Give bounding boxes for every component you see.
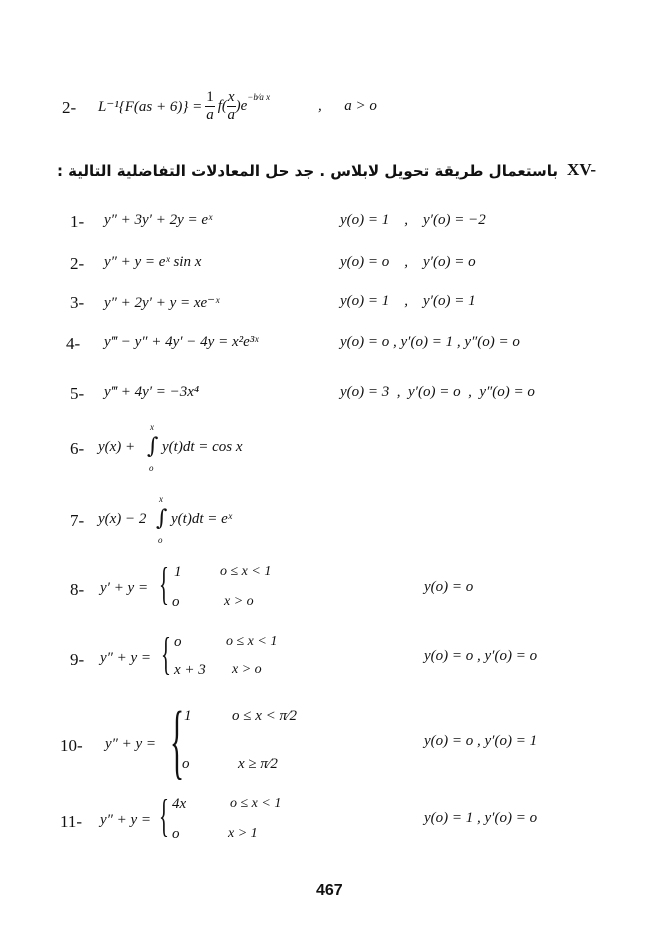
integral-symbol: ∫ (156, 506, 168, 531)
exponent: −b⁄a x (247, 92, 271, 102)
integral-sign (155, 494, 169, 548)
initial-conditions: y(o) = o , y′(o) = 1 (424, 733, 538, 749)
problem-number: 7- (70, 511, 85, 530)
problem-equation: y″ + 2y′ + y = xe⁻ˣ (104, 295, 220, 311)
header-problem-condition: , a > o (318, 98, 377, 114)
section-roman-numeral: XV- (567, 160, 596, 179)
case-domain: o ≤ x < 1 (230, 796, 282, 811)
piecewise-lhs: y″ + y = (105, 736, 157, 752)
problem-equation: y″ + 3y′ + 2y = eˣ (104, 212, 213, 228)
case-value: o (172, 594, 180, 610)
problem-number: 4- (66, 334, 81, 353)
case-value: o (182, 756, 190, 772)
integral-rhs: y(t)dt = eˣ (171, 511, 232, 527)
piecewise-lhs: y″ + y = (100, 650, 152, 666)
initial-conditions: y(o) = o (424, 579, 474, 595)
initial-conditions: y(o) = o , y′(o) = o (340, 254, 476, 270)
fraction-one-over-a: $\frac{1}{a}$ (206, 88, 214, 123)
problem-number: 11- (60, 812, 83, 831)
page-number: 467 (316, 882, 343, 899)
left-brace: { (159, 790, 169, 841)
problem-equation: y‴ − y″ + 4y′ − 4y = x²e³ˣ (104, 334, 259, 350)
case-value: 4x (172, 796, 187, 812)
integral-symbol: ∫ (147, 434, 159, 459)
case-domain: x > o (224, 594, 254, 609)
case-domain: x > 1 (228, 826, 258, 841)
case-domain: x ≥ π⁄2 (238, 756, 278, 772)
problem-number: 8- (70, 580, 85, 599)
case-value: x + 3 (174, 662, 206, 678)
case-value: o (174, 634, 182, 650)
initial-conditions: y(o) = o , y′(o) = o (424, 648, 538, 664)
initial-conditions: y(o) = o , y′(o) = 1 , y″(o) = o (340, 334, 520, 350)
laplace-inverse-lhs: L⁻¹{F(as + 6)} = (98, 98, 203, 115)
integral-sign (146, 422, 160, 476)
problem-number: 3- (70, 293, 85, 312)
header-problem-equation: L⁻¹{F(as + 6)} = $\frac{1}{a}$ f( $\frac{x}{a}$ )e −b⁄a x (98, 88, 271, 123)
left-brace: { (159, 558, 169, 609)
initial-conditions: y(o) = 1 , y′(o) = −2 (340, 212, 486, 228)
problem-number: 1- (70, 212, 85, 231)
fraction-x-over-a: $\frac{x}{a}$ (227, 88, 235, 123)
problem-number: 9- (70, 650, 85, 669)
section-title: باستعمال طريقة تحويل لابلاس . جد حل المعادلات التفاضلية التالية : (56, 162, 558, 180)
integral-lower-limit: o (158, 535, 163, 545)
header-problem-number: 2- (62, 98, 77, 117)
problem-equation: y″ + y = eˣ sin x (104, 254, 202, 270)
integral-lhs: y(x) + (98, 439, 136, 455)
case-domain: o ≤ x < π⁄2 (232, 708, 298, 724)
piecewise-lhs: y″ + y = (100, 812, 152, 828)
initial-conditions: y(o) = 1 , y′(o) = 1 (340, 293, 476, 309)
case-value: 1 (184, 708, 192, 724)
integral-lhs: y(x) − 2 (98, 511, 147, 527)
problem-equation: y‴ + 4y′ = −3x⁴ (104, 384, 200, 400)
piecewise-lhs: y′ + y = (100, 580, 149, 596)
section-heading (56, 160, 596, 184)
initial-conditions: y(o) = 3 , y′(o) = o , y″(o) = o (340, 384, 535, 400)
case-domain: x > o (232, 662, 262, 677)
case-value: o (172, 826, 180, 842)
integral-rhs: y(t)dt = cos x (162, 439, 243, 455)
problem-number: 2- (70, 254, 85, 273)
problem-number: 6- (70, 439, 85, 458)
integral-upper-limit: x (150, 422, 154, 432)
problem-number: 10- (60, 736, 83, 755)
case-domain: o ≤ x < 1 (220, 564, 272, 579)
integral-upper-limit: x (159, 494, 163, 504)
left-brace: { (161, 628, 171, 679)
case-domain: o ≤ x < 1 (226, 634, 278, 649)
problem-number: 5- (70, 384, 85, 403)
left-brace: { (170, 695, 185, 788)
integral-lower-limit: o (149, 463, 154, 473)
case-value: 1 (174, 564, 182, 580)
initial-conditions: y(o) = 1 , y′(o) = o (424, 810, 538, 826)
